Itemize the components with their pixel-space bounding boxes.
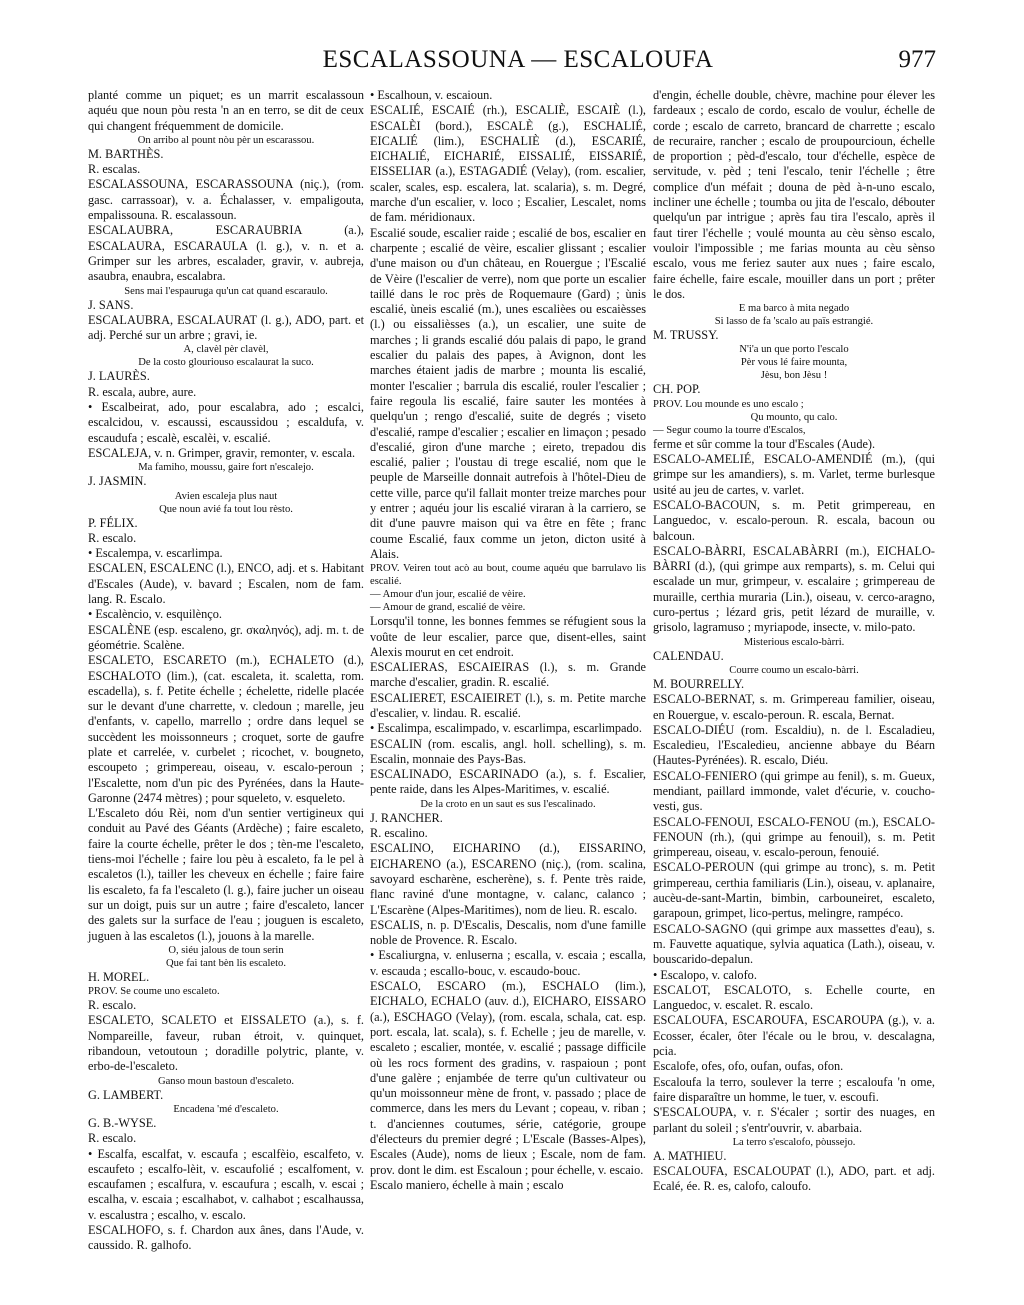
quotation-line: Jèsu, bon Jèsu !	[760, 370, 828, 382]
entry-paragraph: ESCALÈNE (esp. escaleno, gr. σκαληνός), adj. m. t. de géométrie. Scalène.	[88, 622, 364, 652]
entry-paragraph: • Escaliurgna, v. enluserna ; escalla, v. escaia ; escalla, v. escauda ; escallo-bouc, v. escaudo-bouc.	[370, 948, 646, 978]
entry-paragraph: ESCALETO, SCALETO et EISSALETO (a.), s. f. Nompareille, faveur, ruban étroit, v. quinquet, ribandoun, vetoutoun ; doradille polytric, plante, v. erbo-de-l'escaleto.	[88, 1013, 364, 1074]
entry-paragraph: ESCALO-FENIERO (qui grimpe au fenil), s. m. Gueux, mendiant, paillard immonde, valet d'écurie, v. coucho-vesti, gus.	[653, 768, 935, 814]
entry-paragraph: d'engin, échelle double, chèvre, machine pour élever les fardeaux ; escalo de cordo, escalo de voulur, échelle de corde ; escalo de carreto, brancard de charrette ; escalo de recuraire, rancher ; escalo de proupourcioun, échelle de proportion ; pèd-d'escalo, tour d'échelle, espèce de servitude, v. pèd ; teni l'escalo, tenir l'échelle ; être complice d'un méfait ; douna de pèd à-n-uno escalo, incliner une échelle ; toumba ou jita de l'escalo, débouter quelqu'un par intrigue ; après fau tira l'escalo, après il faut tirer l'échelle ; voulé mounta au cèu sènso escalo, vouloir l'impossible ; me farias mounta au cèu sènso escalo, vous me feriez sauter aux nues ; faire escalo, faire échelle, faire escale, mouiller dans un port ; prêter le dos.	[653, 88, 935, 301]
entry-paragraph: R. escalo.	[88, 998, 137, 1013]
entry-paragraph: ferme et sûr comme la tour d'Escales (Aude).	[653, 436, 876, 451]
entry-paragraph: ESCALO-AMELIÉ, ESCALO-AMENDIÉ (m.), (qui grimpe sur les amandiers), s. m. Varlet, terme burlesque usité au jeu de cartes, v. varlet.	[653, 452, 935, 497]
entry-paragraph: • Escalopo, v. calofo.	[653, 967, 757, 982]
entry-paragraph: R. escalino.	[370, 826, 428, 841]
text-column-right	[653, 88, 935, 1195]
entry-paragraph: ESCALETO, ESCARETO (m.), ECHALETO (d.), ESCHALOTO (lim.), (cat. escaleta, it. scaletta, rom. escadella), s. f. Petite échelle ; échelette, ridelle placée sur le devant d'une charrette, v. cledoun ; marelle, jeu d'enfants, v. capello, marrello ; ordre dans lequel se succèdent les moissonneurs ; croquet, sorte de gaufre plate et carrelée, v. curbelet ; ricochet, v. bougneto, escoupeto ; grimpereau, oiseau, v. escalo-peroun ; l'Escalette, nom d'un pic des Pyrénées, dans la Haute-Garonne (2474 mètres) ; pour squeleto, v. esqueleto.	[88, 653, 364, 805]
quotation-line: Misterious escalo-bàrri.	[743, 636, 845, 648]
quotation-line: N'i'a un que porto l'escalo	[739, 344, 849, 356]
entry-paragraph: • Escalfa, escalfat, v. escaufa ; escalfèio, escalfeto, v. escaufeto ; escalfo-lèit, v. escaufolié ; escalfoment, v. escaufamen ; escalfura, v. escaufura ; escalh, v. escai ; escalha, v. escaia ; escalhabot, v. calhabot ; escalhaussa, v. escalustra ; escalho, v. escalo.	[88, 1146, 364, 1222]
quotation-line: Pèr vous lé faire mounta,	[740, 357, 848, 369]
quotation-source: A. MATHIEU.	[653, 1148, 727, 1163]
entry-paragraph: ESCALASSOUNA, ESCARASSOUNA (niç.), (rom. gasc. carrassoar), v. a. Échalasser, v. empaligouta, empalissouna. R. escalassoun.	[88, 177, 364, 223]
quotation-source: J. RANCHER.	[370, 810, 443, 825]
text-column-left	[88, 88, 364, 1254]
entry-paragraph: • Escalèncio, v. esquilènço.	[88, 607, 222, 622]
proverb-line: — Segur coumo la tourre d'Escalos,	[653, 424, 806, 436]
quotation-source: CH. POP.	[653, 382, 701, 397]
quotation-source: G. B.-WYSE.	[88, 1115, 157, 1130]
entry-paragraph: ESCALOUFA, ESCALOUPAT (l.), ADO, part. et adj. Ecalé, ée. R. es, calofo, caloufo.	[653, 1164, 935, 1194]
entry-paragraph: • Escalhoun, v. escaioun.	[370, 88, 493, 102]
proverb-line: — Amour de grand, escalié de vèire.	[370, 602, 526, 614]
entry-paragraph: ESCALINADO, ESCARINADO (a.), s. f. Escalier, pente raide, dans les Alpes-Maritimes, v. escalié.	[370, 767, 646, 797]
running-head-title: ESCALASSOUNA — ESCALOUFA	[322, 46, 714, 73]
quotation-line: Si lasso de fa 'scalo au païs estrangié.	[714, 316, 874, 328]
entry-paragraph: ESCALAUBRA, ESCALAURAT (l. g.), ADO, part. et adj. Perché sur un arbre ; gravi, ie.	[88, 312, 364, 343]
quotation-line: E ma barco à mita negado	[738, 303, 850, 315]
page-number: 977	[898, 46, 936, 73]
entry-paragraph: ESCALO-DIÉU (rom. Escaldiu), n. de l. Escaladieu, Escaledieu, l'Escaledieu, ancienne abbaye du Béarn (Hautes-Pyrénées). R. escalo, Diéu.	[653, 722, 935, 768]
quotation-line: La terro s'escalofo, pòussejo.	[732, 1136, 856, 1148]
entry-paragraph: ESCALIERAS, ESCAIEIRAS (l.), s. m. Grande marche d'escalier, gradin. R. escalié.	[370, 660, 646, 690]
entry-paragraph: ESCALO-PEROUN (qui grimpe au tronc), s. m. Petit grimpereau, certhia familiaris (Lin.), oiseau, v. aplanaire, aucèu-de-sant-Martin, bimbin, carbouneiret, escaleto, garapoun, grimpet, lico-pertus, melingre, rampéco.	[653, 860, 935, 921]
entry-paragraph: R. escalo.	[88, 530, 137, 545]
entry-paragraph: • Escalempa, v. escarlimpa.	[88, 546, 223, 561]
quotation-line: Que fai tant bèn lis escaleto.	[165, 957, 287, 969]
entry-paragraph: ESCALO, ESCARO (m.), ESCHALO (lim.), EICHALO, ECHALO (auv. d.), EICHARO, EISSARO (a.), ESCHAGO (Velay), (rom. escala, schala, cat. esp. port. escala, lat. scala), s. f. Echelle ; jeu de marelle, v. escaleto ; escalier, montée, v. escalié ; passage difficile où les rocs forment des gradins, v. raspaioun ; pont d'une galère ; enjambée de terre qu'un cultivateur ou qu'un moissonneur mène de front, v. passado ; place de commerce, dans les mers du Levant ; copeau, v. riban ; t. d'anciennes coutumes, série, catégorie, groupe d'électeurs du premier degré ; L'Escale (Basses-Alpes), Escales (Aude), noms de lieux ; Escale, nom de fam. prov. dont le dim. est Escaloun ; pour échelle, v. escaio.	[370, 979, 646, 1177]
quotation-source: CALENDAU.	[653, 648, 724, 663]
page-header	[88, 46, 948, 86]
entry-paragraph: S'ESCALOUPA, v. r. S'écaler ; sortir des nuages, en parlant du soleil ; s'entr'ouvrir, v. abarbaia.	[653, 1105, 935, 1135]
entry-paragraph: ESCALHOFO, s. f. Chardon aux ânes, dans l'Aude, v. caussido. R. galhofo.	[88, 1223, 364, 1253]
entry-paragraph: ESCALIÉ, ESCAIÉ (rh.), ESCALIÈ, ESCAIÈ (l.), ESCALÈI (bord.), ESCALÈ (g.), ESCHALIÉ, EICALIÉ (lim.), ESCHALIÈ (d.), ESCARIÉ, EICHALIÉ, EICHARIÉ, EISSALIÉ, EISSARIÉ, EISSELIAR (a.), ESTAGADIÉ (Velay), (rom. escalier, scaler, scales, esp. escalera, lat. scalaria), s. m. Degré, marche d'un escalier, v. loco ; Escalier, Lescalet, noms de fam. méridionaux.	[370, 103, 646, 225]
proverb-line: PROV. Veiren tout acò au bout, coume aquéu que barrulavo lis escalié.	[370, 563, 646, 588]
proverb-line: PROV. Lou mounde es uno escalo ;	[653, 398, 804, 410]
entry-paragraph: ESCALEN, ESCALENC (l.), ENCO, adj. et s. Habitant d'Escales (Aude), v. bavard ; Escalen, nom de fam. lang. R. Escalo.	[88, 561, 364, 607]
quotation-source: M. BARTHÈS.	[88, 146, 164, 161]
quotation-source: J. LAURÈS.	[88, 369, 150, 384]
quotation-line: De la costo glouriouso escalaurat la suco.	[138, 357, 314, 369]
quotation-line: De la croto en un saut es sus l'escalinado.	[420, 798, 596, 810]
entry-paragraph: • Escalimpa, escalimpado, v. escarlimpa, escarlimpado.	[370, 721, 642, 736]
entry-paragraph: R. escalas.	[88, 162, 141, 177]
entry-paragraph: ESCALEJA, v. n. Grimper, gravir, remonter, v. escala.	[88, 445, 356, 460]
quotation-source: P. FÉLIX.	[88, 515, 138, 530]
entry-paragraph: ESCALOT, ESCALOTO, s. Echelle courte, en Languedoc, v. escalet. R. escalo.	[653, 982, 935, 1013]
entry-paragraph: ESCALO-FENOUI, ESCALO-FENOU (m.), ESCALO-FENOUN (rh.), (qui grimpe au fenouil), s. m. Petit grimpereau, oiseau, v. escalo-peroun, fenouié.	[653, 814, 935, 860]
entry-paragraph: ESCALOUFA, ESCAROUFA, ESCAROUPA (g.), v. a. Ecosser, écaler, ôter l'écale ou le brou, v. descalagna, pcia.	[653, 1013, 935, 1059]
quotation-line: Sens mai l'espauruga qu'un cat quand escaraulo.	[124, 285, 328, 297]
entry-paragraph: R. escala, aubre, aure.	[88, 384, 197, 399]
entry-paragraph: ESCALINO, EICHARINO (d.), EISSARINO, EICHARENO (a.), ESCARENO (niç.), (rom. scalina, savoyard escharène, escherène), s. f. Pente très raide, flanc raviné d'une montagne, v. calanc, calanco ; L'Escarène (Alpes-Maritimes), nom de lieu. R. escalo.	[370, 841, 646, 917]
quotation-source: H. MOREL.	[88, 969, 150, 984]
proverb-line: — Amour d'un jour, escalié de vèire.	[370, 589, 526, 601]
quotation-source: G. LAMBERT.	[88, 1087, 164, 1102]
text-column-middle	[370, 88, 646, 1193]
entry-paragraph: ESCALO-SAGNO (qui grimpe aux massettes d'eau), s. m. Fauvette aquatique, sylvia aquatica (Lath.), oiseau, v. bouscarido-depalun.	[653, 921, 935, 967]
entry-paragraph: ESCALO-BACOUN, s. m. Petit grimpereau, en Languedoc, v. escalo-peroun. R. escala, bacoun ou balcoun.	[653, 497, 935, 543]
quotation-line: Ma famiho, moussu, gaire fort n'escalejo.	[138, 462, 314, 474]
quotation-line: Encadena 'mé d'escaleto.	[173, 1103, 279, 1115]
entry-paragraph: ESCALIN (rom. escalis, angl. holl. schelling), s. m. Escalin, monnaie des Pays-Bas.	[370, 736, 646, 766]
entry-paragraph: Lorsqu'il tonne, les bonnes femmes se réfugient sous la voûte de leur escalier, parce que, disent-elles, saint Alexis mourut en cet endroit.	[370, 614, 646, 659]
quotation-line: Avien escaleja plus naut	[174, 490, 278, 502]
quotation-line: Qu mounto, qu calo.	[750, 411, 838, 423]
entry-paragraph: Escalo maniero, échelle à main ; escalo	[370, 1177, 564, 1192]
entry-paragraph: ESCALIS, n. p. D'Escalis, Descalis, nom d'une famille noble de Provence. R. Escalo.	[370, 917, 646, 948]
quotation-line: O, siéu jalous de toun serin	[168, 944, 284, 956]
entry-paragraph: planté comme un piquet; es un marrit escalassoun aquéu que noun pòu resta 'n an en terro, se dit de ceux qui changent fréquemment de domicile.	[88, 88, 364, 133]
quotation-line: Que noun avié fa tout lou rèsto.	[159, 503, 293, 515]
quotation-line: A, clavèl pèr clavèl,	[183, 344, 269, 356]
entry-paragraph: R. escalo.	[88, 1131, 137, 1146]
proverb-line: PROV. Se coume uno escaleto.	[88, 986, 220, 998]
entry-paragraph: ESCALO-BÀRRI, ESCALABÀRRI (m.), EICHALO-BÀRRI (d.), (qui grimpe aux remparts), s. m. Celui qui escalade un mur, grimpeur, v. escalaire ; grimpereau de muraille, certhia muraria (Lin.), oiseau, v. cerco-aragno, curo-pertus ; lézard gris, petit lézard de muraille, v. grisolo, lagramuso ; myriapode, insecte, v. milo-pato.	[653, 543, 935, 635]
entry-paragraph: Escalié soude, escalier raide ; escalié de bos, escalier en charpente ; escalié de vèire, escalier glissant ; escalier d'une maison ou d'un château, en Rouergue ; l'Escalié de Vèire (l'escalier de verre), nom que porte un escalier taillé dans le roc près de Roquemaure (Gard) ; ùnis escalié, ùneis escalié (m.), unes escalièes ou escaièsses (l.) ou eissalièsses (a.), un escalier, une suite de marches ; li grands escalié dóu palais di papo, le grand escalier du palais des papes, à Avignon, dont les marches étaient jadis de marbre ; mounta lis escalié, monter l'escalier ; barrula dis escalié, rouler l'escalier ; faire regoula lis escalié, faire sauter les montées à quelqu'un ; rengo d'escalié, suite de degrés ; viseto d'escalié, rampe d'escalier ; escalier en limaçon ; pesado d'escalié, giron d'une marche ; eireto, trepadou dis escalié, palier ; l'oustau di trege escalié, nom que le peuple de Marseille donnait autrefois à l'hôtel-Dieu de cette ville, parce qu'il fallait monter treize marches pour y entrer ; aquéu jour lis escalié viraran à la carriero, se dit d'une pauvre maison qui va être en fête ; franc coume Escalié, faux comme un jeton, dicton usité à Alais.	[370, 225, 646, 561]
entry-paragraph: Escalofe, ofes, ofo, oufan, oufas, ofon.	[653, 1059, 844, 1074]
quotation-source: J. JASMIN.	[88, 474, 147, 489]
quotation-line: Courre coumo un escalo-bàrri.	[729, 664, 859, 676]
quotation-line: Ganso moun bastoun d'escaleto.	[157, 1075, 295, 1087]
entry-paragraph: • Escalbeirat, ado, pour escalabra, ado ; escalci, escalcidou, v. escaussi, escaussidou ; escaldufa, v. escaudufa ; escalè, escalèi, v. escalié.	[88, 400, 364, 445]
quotation-source: M. TRUSSY.	[653, 328, 719, 343]
entry-paragraph: Escaloufa la terro, soulever la terre ; escaloufa 'n ome, faire disparaître un homme, le tuer, v. escoufi.	[653, 1074, 935, 1104]
quotation-source: M. BOURRELLY.	[653, 676, 745, 691]
entry-paragraph: ESCALIERET, ESCAIEIRET (l.), s. m. Petite marche d'escalier, v. lindau. R. escalié.	[370, 690, 646, 720]
entry-paragraph: ESCALO-BERNAT, s. m. Grimpereau familier, oiseau, en Rouergue, v. escalo-peroun. R. escala, Bernat.	[653, 692, 935, 722]
entry-paragraph: ESCALAUBRA, ESCARAUBRIA (a.), ESCALAURA, ESCARAULA (l. g.), v. n. et a. Grimper sur les arbres, escalader, gravir, v. aubreja, asaubra, enaubra, escalabra.	[88, 223, 364, 284]
entry-paragraph: L'Escaleto dóu Rèi, nom d'un sentier vertigineux qui conduit au Pavé des Géants (Ardèche) ; faire escaleto, faire la courte échelle, prêter le dos ; tèn-me l'escaleto, tiens-moi l'échelle ; faire lou pèu à escaleto, fa le pel à escaletos (l.), tailler les cheveux en échelle ; faire faire lis escaleto, fa fa l'escaleto (l. g.), faire jucher un oiseau sur un doigt, puis sur un autre ; faire d'escaleto, lancer des galets sur la surface de l'eau ; jouguen is escaleto, juguen à las escaletos (l.), jouons à la marelle.	[88, 806, 364, 943]
quotation-source: J. SANS.	[88, 297, 134, 312]
quotation-line: On arribo al pount nòu pèr un escarassou.	[137, 134, 315, 146]
